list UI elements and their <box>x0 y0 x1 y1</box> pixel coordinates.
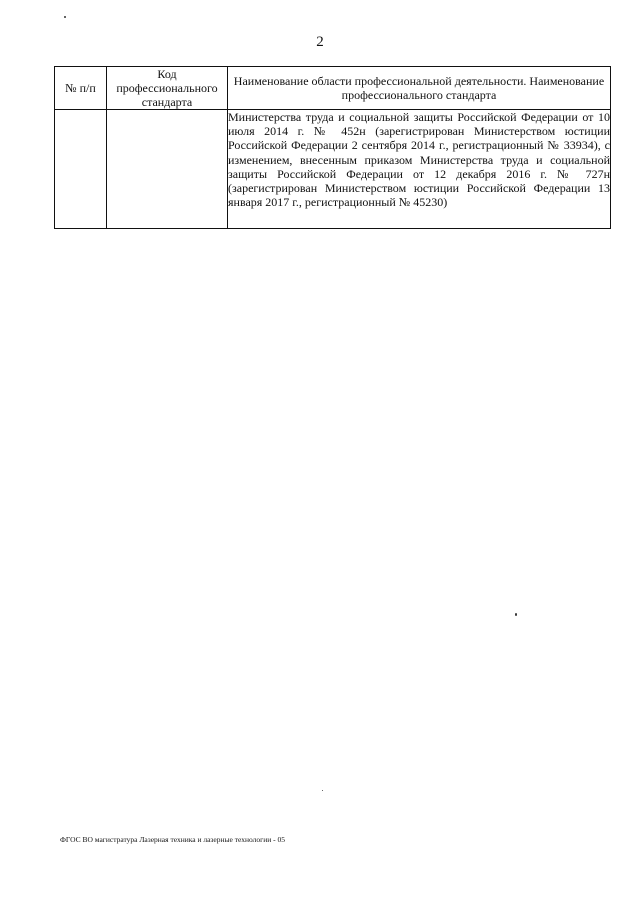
cell-number <box>55 110 107 229</box>
cell-standard-code <box>107 110 228 229</box>
scan-speck <box>64 16 66 18</box>
scan-speck <box>515 613 517 616</box>
cell-standard-name: Министерства труда и социальной защиты Российской Федерации от 10 июля 2014 г. № 452н (зарегистрирован Министерством юстиции Российской Федерации 2 сентября 2014 г., регистрационный № 33934), с изменением, внесенным приказом Министерства труда и социальной защиты Российской Федерации от 12 декабря 2016 г. № 727н (зарегистрирован Министерством юстиции Российской Федерации 13 января 2017 г., регистрационный № 45230) <box>228 110 611 229</box>
page-number: 2 <box>316 34 324 50</box>
header-number: № п/п <box>55 67 107 110</box>
header-standard-code: Код профессионального стандарта <box>107 67 228 110</box>
scan-speck <box>322 790 323 791</box>
document-footer: ФГОС ВО магистратура Лазерная техника и лазерные технологии - 05 <box>60 835 285 844</box>
table-header-row <box>55 67 611 110</box>
table-row <box>55 110 611 229</box>
header-standard-name: Наименование области профессиональной деятельности. Наименование профессионального стандарта <box>228 67 611 110</box>
professional-standards-table <box>54 66 611 229</box>
